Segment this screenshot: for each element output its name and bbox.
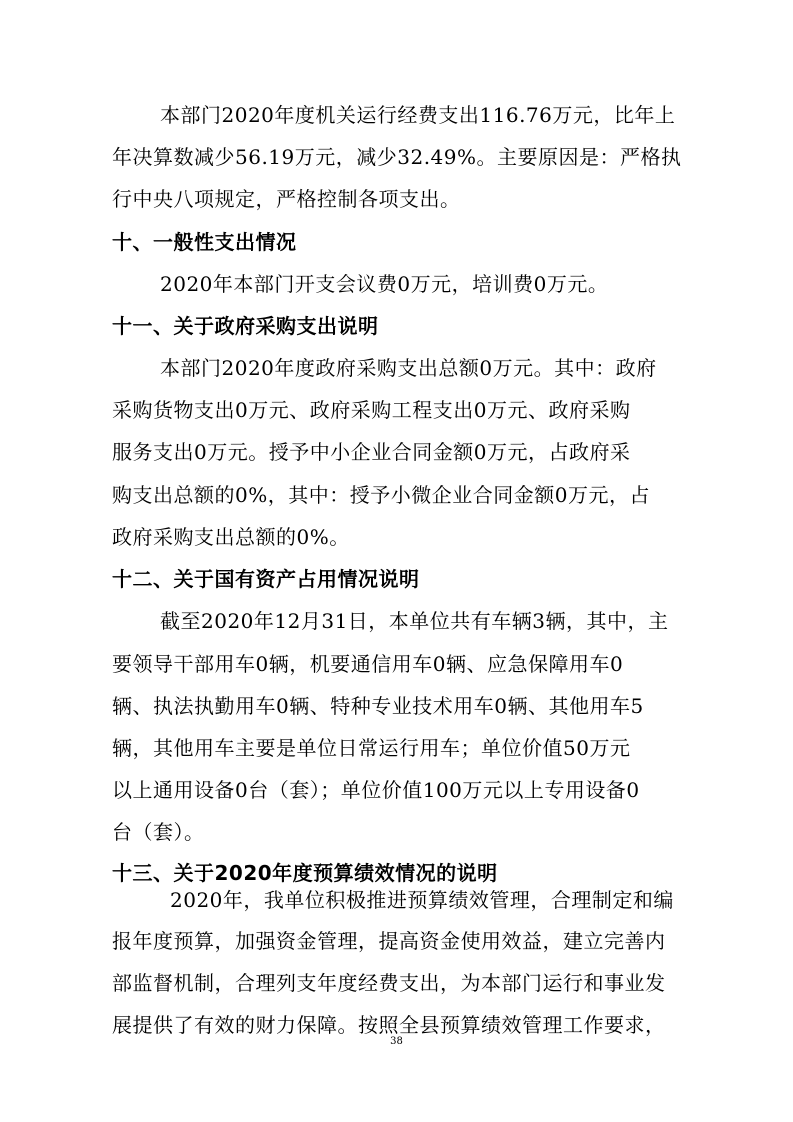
paragraph-line: 采购货物支出0万元、政府采购工程支出0万元、政府采购 <box>112 398 631 422</box>
section-heading-11: 十一、关于政府采购支出说明 <box>112 314 379 338</box>
section-heading-12: 十二、关于国有资产占用情况说明 <box>112 567 420 591</box>
page-number: 38 <box>390 1036 403 1047</box>
paragraph-line: 政府采购支出总额的0%。 <box>112 525 350 549</box>
paragraph-line: 2020年本部门开支会议费0万元，培训费0万元。 <box>160 272 609 296</box>
paragraph-line: 台（套）。 <box>112 820 205 844</box>
paragraph-line: 服务支出0万元。授予中小企业合同金额0万元，占政府采 <box>112 440 631 464</box>
section-heading-13: 十三、关于2020年度预算绩效情况的说明 <box>112 861 498 885</box>
paragraph-line: 以上通用设备0台（套）；单位价值100万元以上专用设备0 <box>112 778 640 802</box>
paragraph-line: 购支出总额的0%，其中：授予小微企业合同金额0万元，占 <box>112 483 650 507</box>
paragraph-line: 行中央八项规定，严格控制各项支出。 <box>112 187 461 211</box>
paragraph-line: 截至2020年12月31日，本单位共有车辆3辆，其中，主 <box>160 609 669 633</box>
paragraph-line: 辆，其他用车主要是单位日常运行用车；单位价值50万元 <box>112 736 631 760</box>
paragraph-line: 本部门2020年度机关运行经费支出116.76万元，比年上 <box>160 103 676 127</box>
paragraph-line: 年决算数减少56.19万元，减少32.49%。主要原因是：严格执 <box>112 145 682 169</box>
paragraph-line: 辆、执法执勤用车0辆、特种专业技术用车0辆、其他用车5 <box>112 694 644 718</box>
paragraph-line: 报年度预算，加强资金管理，提高资金使用效益，建立完善内 <box>112 929 666 953</box>
paragraph-line: 2020年，我单位积极推进预算绩效管理，合理制定和编 <box>170 888 674 912</box>
paragraph-line: 本部门2020年度政府采购支出总额0万元。其中：政府 <box>160 356 657 380</box>
section-heading-10: 十、一般性支出情况 <box>112 230 297 254</box>
paragraph-line: 要领导干部用车0辆，机要通信用车0辆、应急保障用车0 <box>112 652 624 676</box>
paragraph-line: 部监督机制，合理列支年度经费支出，为本部门运行和事业发 <box>112 971 666 995</box>
paragraph-line: 展提供了有效的财力保障。按照全县预算绩效管理工作要求， <box>112 1013 666 1037</box>
